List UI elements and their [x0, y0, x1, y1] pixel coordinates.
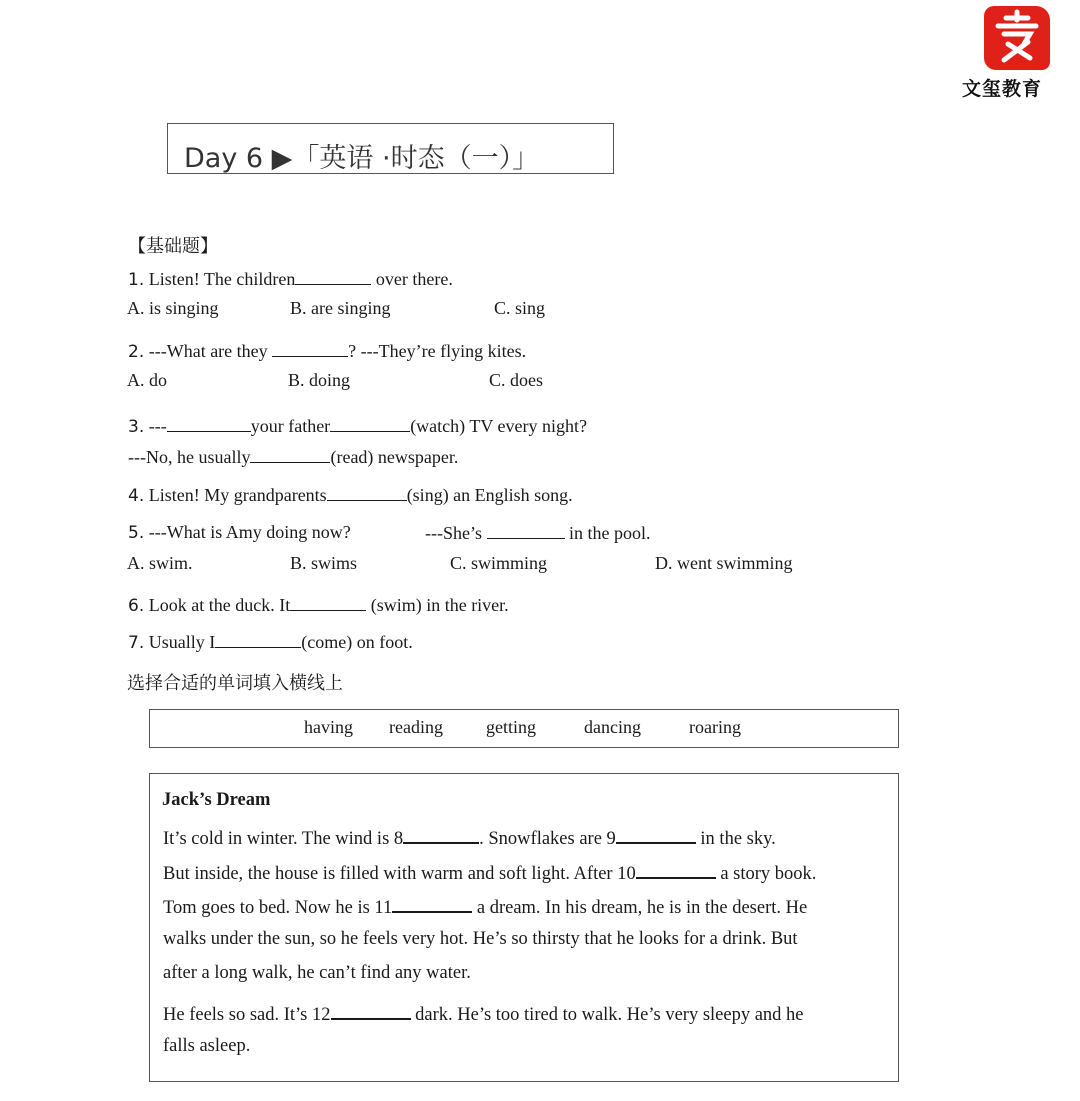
- word-bank-item[interactable]: reading: [389, 717, 443, 737]
- logo-caption: 文玺教育: [962, 78, 1043, 100]
- answer-blank[interactable]: [272, 340, 348, 357]
- story-blank-9[interactable]: [616, 826, 696, 844]
- question-4: [128, 484, 573, 506]
- story-blank-12[interactable]: [331, 1002, 411, 1020]
- instruction-text: 选择合适的单词填入横线上: [127, 673, 343, 694]
- section-heading: 【基础题】: [128, 236, 218, 257]
- question-text: ---She’s: [425, 523, 487, 543]
- word-bank-item[interactable]: roaring: [689, 717, 741, 737]
- answer-blank[interactable]: [167, 415, 251, 432]
- story-text: But inside, the house is filled with warm and soft light. After 10: [163, 864, 636, 884]
- story-title: Jack’s Dream: [162, 790, 271, 810]
- question-number: 2.: [128, 342, 145, 362]
- question-number: 3.: [128, 417, 145, 437]
- story-blank-10[interactable]: [636, 861, 716, 879]
- answer-blank[interactable]: [215, 631, 301, 648]
- question-text: (watch) TV every night?: [410, 416, 587, 436]
- story-line: falls asleep.: [163, 1036, 251, 1056]
- story-line: after a long walk, he can’t find any water.: [163, 963, 471, 983]
- option-a[interactable]: A. is singing: [127, 298, 219, 318]
- question-7: [128, 631, 413, 653]
- story-blank-8[interactable]: [403, 826, 479, 844]
- question-2: [128, 340, 526, 362]
- logo-seal: [984, 6, 1050, 70]
- question-number: 6.: [128, 596, 145, 616]
- question-number: 5.: [128, 523, 145, 543]
- question-text: Usually I: [148, 632, 216, 652]
- question-6: [128, 594, 509, 616]
- question-text: Look at the duck. It: [148, 595, 291, 615]
- story-text: Tom goes to bed. Now he is 11: [163, 898, 393, 918]
- question-text: (read) newspaper.: [330, 447, 459, 467]
- question-number: 7.: [128, 633, 145, 653]
- story-text: in the sky.: [695, 829, 776, 849]
- question-number: 4.: [128, 486, 145, 506]
- question-text: over there.: [371, 269, 453, 289]
- story-text: a dream. In his dream, he is in the desert. He: [472, 898, 808, 918]
- question-number: 1.: [128, 270, 145, 290]
- question-3: [128, 415, 587, 437]
- story-blank-11[interactable]: [392, 895, 472, 913]
- question-3-line-2: [128, 446, 458, 468]
- option-b[interactable]: B. are singing: [290, 298, 391, 318]
- answer-blank[interactable]: [327, 484, 407, 501]
- question-1: [128, 268, 453, 290]
- story-text: dark. He’s too tired to walk. He’s very sleepy and he: [410, 1005, 804, 1025]
- option-a[interactable]: A. swim.: [127, 553, 193, 573]
- page-title: Day 6 ▶「英语 ·时态（一）」: [184, 143, 540, 174]
- answer-blank[interactable]: [295, 268, 371, 285]
- seal-glyph-icon: [984, 6, 1050, 70]
- story-line: walks under the sun, so he feels very hot. He’s so thirsty that he looks for a drink. But: [163, 929, 798, 949]
- word-bank-item[interactable]: dancing: [584, 717, 641, 737]
- story-text: He feels so sad. It’s 12: [163, 1005, 331, 1025]
- option-a[interactable]: A. do: [127, 370, 167, 390]
- question-5-answer: [425, 522, 651, 544]
- answer-blank[interactable]: [330, 415, 410, 432]
- story-text: . Snowflakes are 9: [479, 829, 616, 849]
- story-line: [163, 895, 807, 919]
- option-b[interactable]: B. doing: [288, 370, 351, 390]
- answer-blank[interactable]: [250, 446, 330, 463]
- title-box: [167, 123, 614, 174]
- question-text: Listen! The children: [148, 269, 296, 289]
- story-line: [163, 1002, 804, 1026]
- option-c[interactable]: C. swimming: [450, 553, 548, 573]
- question-text: your father: [250, 416, 331, 436]
- question-text: ---: [148, 416, 167, 436]
- story-box: [149, 773, 899, 1082]
- question-text: ---What is Amy doing now?: [148, 522, 351, 542]
- question-text: in the pool.: [564, 523, 651, 543]
- word-bank-item[interactable]: having: [304, 717, 353, 737]
- question-text: (swim) in the river.: [366, 595, 509, 615]
- answer-blank[interactable]: [487, 522, 565, 539]
- question-text: ? ---They’re flying kites.: [348, 341, 527, 361]
- word-bank-item[interactable]: getting: [486, 717, 536, 737]
- answer-blank[interactable]: [290, 594, 366, 611]
- story-line: [163, 826, 776, 850]
- question-text: (come) on foot.: [301, 632, 413, 652]
- question-text: Listen! My grandparents: [148, 485, 327, 505]
- story-line: [163, 861, 816, 885]
- question-5: [128, 522, 351, 543]
- option-d[interactable]: D. went swimming: [655, 553, 793, 573]
- option-b[interactable]: B. swims: [290, 553, 358, 573]
- option-c[interactable]: C. sing: [494, 298, 546, 318]
- word-bank: [149, 709, 899, 748]
- story-text: a story book.: [715, 864, 817, 884]
- story-text: It’s cold in winter. The wind is 8: [163, 829, 404, 849]
- question-text: ---No, he usually: [128, 447, 251, 467]
- question-text: (sing) an English song.: [406, 485, 573, 505]
- option-c[interactable]: C. does: [489, 370, 543, 390]
- question-text: ---What are they: [148, 341, 273, 361]
